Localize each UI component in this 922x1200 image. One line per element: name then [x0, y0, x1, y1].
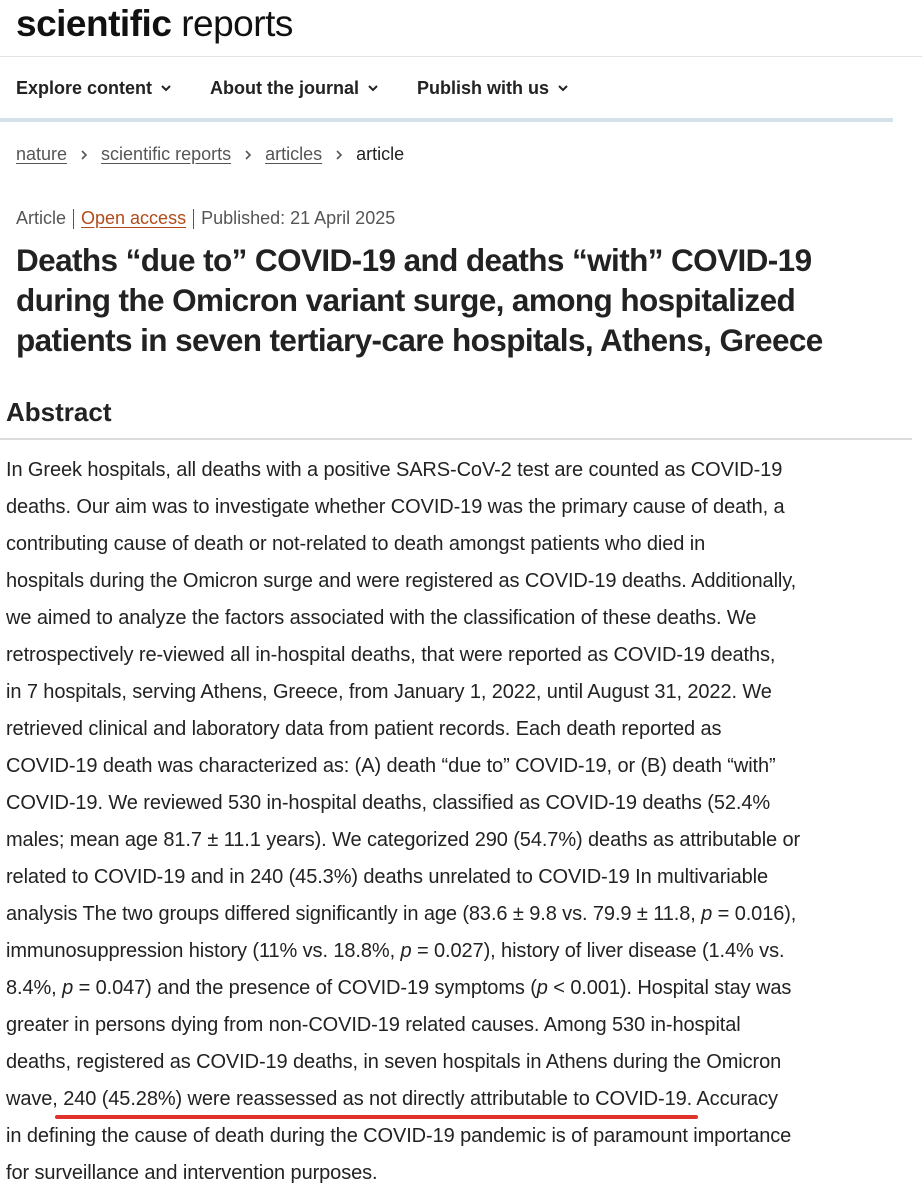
meta-separator: [193, 209, 194, 229]
header-divider: [0, 56, 922, 57]
abstract-divider: [0, 438, 912, 440]
abstract-line: COVID-19. We reviewed 530 in-hospital deaths, classified as COVID-19 deaths (52.4%: [6, 792, 771, 814]
abstract-line: deaths. Our aim was to investigate whether COVID-19 was the primary cause of death, a: [6, 496, 785, 518]
journal-logo[interactable]: [16, 0, 293, 48]
chevron-down-icon: [160, 82, 172, 94]
text-segment: 8.4%,: [6, 977, 63, 999]
title-line: patients in seven tertiary-care hospitals, Athens, Greece: [16, 322, 823, 358]
abstract-heading: Abstract: [6, 397, 112, 427]
abstract-line: deaths, registered as COVID-19 deaths, in seven hospitals in Athens during the Omicron: [6, 1051, 782, 1073]
open-access-link[interactable]: Open access: [81, 208, 187, 228]
chevron-right-icon: [243, 149, 253, 161]
logo-light: reports: [181, 3, 293, 44]
text-segment: = 0.027), history of liver disease (1.4% vs.: [411, 940, 785, 962]
article-type: Article: [16, 208, 67, 228]
chevron-right-icon: [334, 149, 344, 161]
title-line: during the Omicron variant surge, among hospitalized: [16, 282, 796, 318]
chevron-right-icon: [79, 149, 89, 161]
p-value-symbol: p: [536, 977, 548, 999]
published-date: Published: 21 April 2025: [201, 208, 396, 228]
abstract-line: males; mean age 81.7 ± 11.1 years). We categorized 290 (54.7%) deaths as attributable or: [6, 829, 801, 851]
abstract-line: greater in persons dying from non-COVID-19 related causes. Among 530 in-hospital: [6, 1014, 741, 1036]
highlighted-finding: 240 (45.28%) were reassessed as not directly attributable to COVID-19.: [63, 1084, 692, 1114]
abstract-line: retrospectively re-viewed all in-hospital deaths, that were reported as COVID-19 deaths,: [6, 644, 776, 666]
abstract-line: [6, 936, 784, 966]
breadcrumb: [16, 144, 404, 165]
abstract-line: hospitals during the Omicron surge and were registered as COVID-19 deaths. Additionally,: [6, 570, 797, 592]
logo-bold: scientific: [16, 3, 172, 44]
nav-publish-with-us[interactable]: [417, 78, 569, 99]
abstract-line: In Greek hospitals, all deaths with a positive SARS-CoV-2 test are counted as COVID-19: [6, 459, 783, 481]
nav-label: Publish with us: [417, 77, 550, 98]
main-nav: [16, 68, 569, 108]
article-meta: [16, 208, 395, 229]
breadcrumb-articles[interactable]: articles: [265, 144, 323, 164]
title-line: Deaths “due to” COVID-19 and deaths “with” COVID-19: [16, 242, 812, 278]
article-title: [16, 240, 896, 360]
chevron-down-icon: [367, 82, 379, 94]
nav-label: About the journal: [210, 77, 360, 98]
text-segment: analysis The two groups differed significantly in age (83.6 ± 9.8 vs. 79.9 ± 11.8,: [6, 903, 702, 925]
brand-header: [16, 0, 293, 52]
abstract-line: contributing cause of death or not-related to death amongst patients who died in: [6, 533, 706, 555]
nav-label: Explore content: [16, 77, 153, 98]
nav-explore-content[interactable]: [16, 78, 172, 99]
text-segment: < 0.001). Hospital stay was: [547, 977, 792, 999]
p-value-symbol: p: [62, 977, 74, 999]
abstract-line: COVID-19 death was characterized as: (A) death “due to” COVID-19, or (B) death “with”: [6, 755, 776, 777]
abstract-line: for surveillance and intervention purposes.: [6, 1162, 378, 1184]
abstract-line: in 7 hospitals, serving Athens, Greece, from January 1, 2022, until August 31, 2022. We: [6, 681, 772, 703]
abstract-line: retrieved clinical and laboratory data from patient records. Each death reported as: [6, 718, 722, 740]
p-value-symbol: p: [701, 903, 713, 925]
text-segment: wave,: [6, 1088, 64, 1110]
abstract-line: related to COVID-19 and in 240 (45.3%) deaths unrelated to COVID-19 In multivariable: [6, 866, 769, 888]
text-segment: Accuracy: [692, 1088, 778, 1110]
nav-about-journal[interactable]: [210, 78, 379, 99]
abstract-line: we aimed to analyze the factors associated with the classification of these deaths. We: [6, 607, 757, 629]
abstract-line: [6, 1084, 778, 1114]
p-value-symbol: p: [400, 940, 412, 962]
chevron-down-icon: [557, 82, 569, 94]
breadcrumb-nature[interactable]: nature: [16, 144, 68, 164]
abstract-line: [6, 899, 796, 929]
breadcrumb-current: article: [356, 144, 405, 164]
meta-separator: [73, 209, 74, 229]
text-segment: immunosuppression history (11% vs. 18.8%,: [6, 940, 401, 962]
nav-bar-divider: [0, 118, 893, 122]
text-segment: = 0.016),: [712, 903, 797, 925]
abstract-line: [6, 973, 791, 1003]
abstract-line: in defining the cause of death during the COVID-19 pandemic is of paramount importance: [6, 1125, 792, 1147]
breadcrumb-scientific-reports[interactable]: scientific reports: [101, 144, 232, 164]
text-segment: = 0.047) and the presence of COVID-19 symptoms (: [73, 977, 537, 999]
